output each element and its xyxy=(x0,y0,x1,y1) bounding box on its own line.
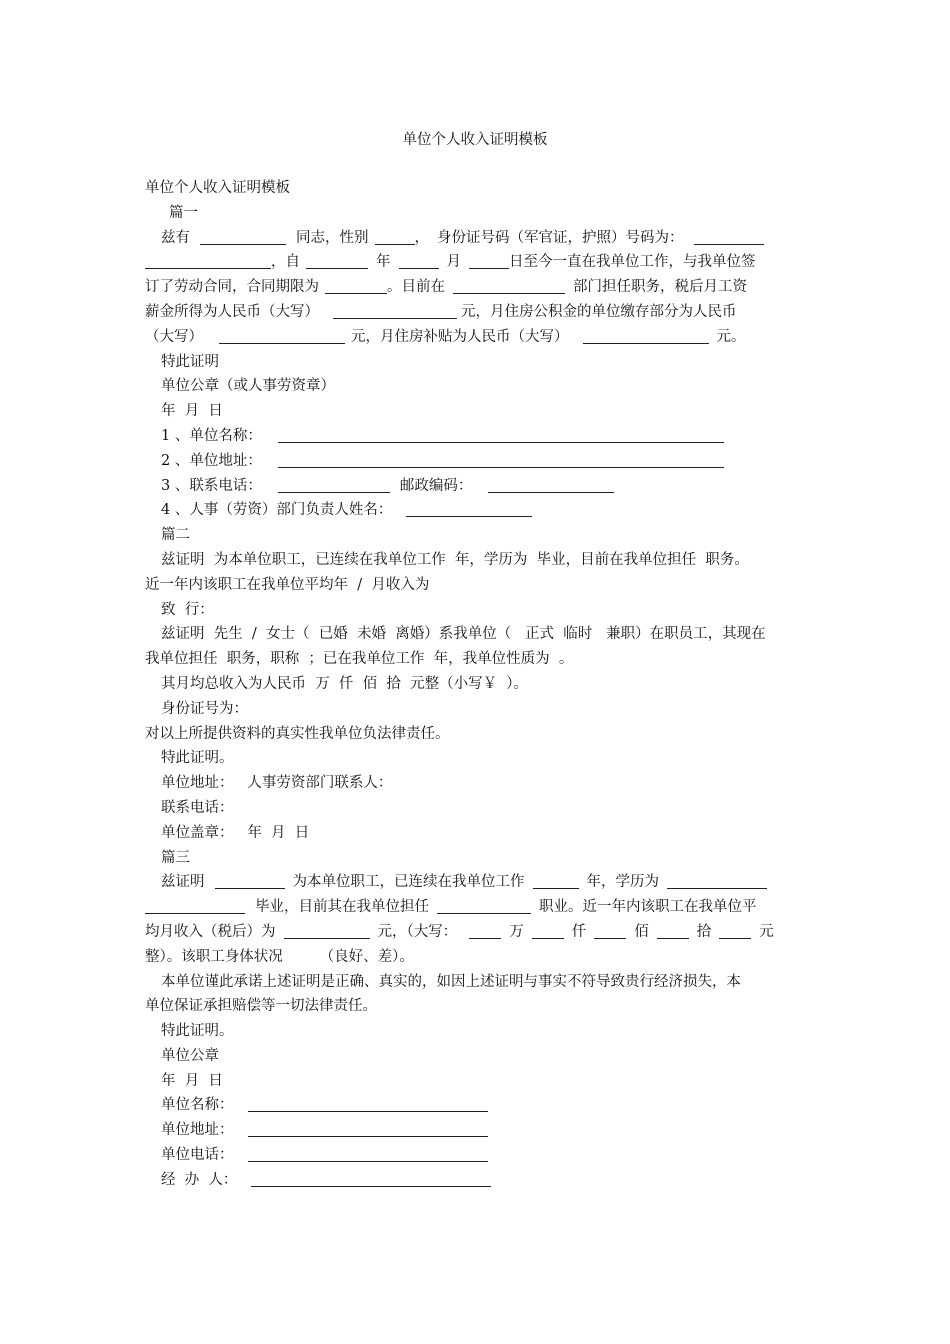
label: 3 、联系电话： xyxy=(161,477,262,494)
page-title: 单位个人收入证明模板 xyxy=(402,132,548,148)
part3-line-6: 单位保证承担赔偿等一切法律责任。 xyxy=(145,998,377,1015)
years-blank xyxy=(533,872,579,889)
text: 为本单位职工，已连续在我单位工作 xyxy=(292,874,525,891)
unit-name-blank xyxy=(278,426,724,443)
part3-field-phone xyxy=(145,1143,807,1168)
text: 薪金所得为人民币（大写） xyxy=(145,303,319,320)
text: 月 xyxy=(446,254,461,271)
part1-line-3 xyxy=(145,275,807,300)
bai-blank xyxy=(594,922,626,939)
part3-line-4: 整）。该职工身体状况 （良好、差）。 xyxy=(145,948,414,965)
label: 邮政编码： xyxy=(399,477,473,494)
part2-line-1: 兹证明 为本单位职工，已连续在我单位工作 年，学历为 毕业，目前在我单位担任 职务。 xyxy=(161,551,749,568)
part1-date: 年 月 日 xyxy=(161,403,223,420)
text: 日至今一直在我单位工作，与我单位签 xyxy=(509,254,756,271)
subsidy-blank xyxy=(583,327,709,344)
name-blank xyxy=(215,872,285,889)
education-blank-cont xyxy=(145,897,245,914)
text: 均月收入（税后）为 xyxy=(145,923,276,940)
education-blank xyxy=(667,872,767,889)
id-blank xyxy=(694,228,764,245)
part2-line-6: 其月均总收入为人民币 万 仟 佰 拾 元整（小写￥ ）。 xyxy=(161,675,529,692)
text: ， xyxy=(414,229,429,246)
name-blank xyxy=(200,228,286,245)
unit-address-blank xyxy=(278,451,724,468)
contact-name-blank xyxy=(406,500,532,517)
part1-line-5 xyxy=(145,325,807,350)
unit-phone-blank xyxy=(248,1145,488,1162)
unit-name-blank xyxy=(248,1095,488,1112)
part1-seal: 单位公章（或人事劳资章） xyxy=(161,378,335,395)
part3-field-handler xyxy=(145,1168,807,1193)
text: 兹证明 xyxy=(161,874,205,891)
text: 元，（大写： xyxy=(377,923,458,940)
text: 。目前在 xyxy=(387,279,445,296)
handler-blank xyxy=(251,1170,491,1187)
part1-line-2 xyxy=(145,250,807,275)
part2-line-11: 联系电话： xyxy=(161,799,234,816)
part3-seal: 单位公章 xyxy=(161,1047,219,1064)
part2-line-4: 兹证明 先生 / 女士（ 已婚 未婚 离婚）系我单位（ 正式 临时 兼职）在职员工，其现在 xyxy=(161,626,766,643)
text: ，自 xyxy=(271,254,300,271)
year-blank xyxy=(306,252,368,269)
part3-special: 特此证明。 xyxy=(161,1023,234,1040)
doc-heading: 单位个人收入证明模板 xyxy=(145,180,290,196)
qian-blank xyxy=(532,922,564,939)
part2-line-7: 身份证号为： xyxy=(161,700,248,717)
text: 佰 xyxy=(634,923,649,940)
label: 单位地址： xyxy=(161,1122,234,1139)
part3-line-3 xyxy=(145,920,807,945)
text: 兹有 xyxy=(161,229,190,246)
label: 4 、人事（劳资）部门负责人姓名： xyxy=(161,502,393,519)
part1-field-address xyxy=(145,449,807,474)
salary-blank xyxy=(333,302,457,319)
text: 毕业，目前其在我单位担任 xyxy=(255,899,429,916)
part1-line-1 xyxy=(145,226,807,251)
text: 仟 xyxy=(571,923,587,940)
text: 万 xyxy=(509,923,524,940)
yuan-blank xyxy=(719,922,751,939)
text: 年 xyxy=(376,254,391,271)
part2-line-12: 单位盖章： 年 月 日 xyxy=(161,824,310,841)
part2-line-9: 特此证明。 xyxy=(161,750,234,767)
section-heading-1: 篇一 xyxy=(169,204,198,221)
text: 订了劳动合同，合同期限为 xyxy=(145,279,319,296)
part3-line-1 xyxy=(145,870,807,895)
gender-blank xyxy=(375,228,415,245)
part3-field-name xyxy=(145,1093,807,1118)
text: （大写） xyxy=(145,328,203,345)
part2-line-2: 近一年内该职工在我单位平均年 / 月收入为 xyxy=(145,576,430,593)
section-heading-3: 篇三 xyxy=(161,849,190,866)
unit-address-blank xyxy=(248,1120,488,1137)
text: 元，月住房公积金的单位缴存部分为人民币 xyxy=(461,303,737,320)
part2-line-8: 对以上所提供资料的真实性我单位负法律责任。 xyxy=(145,725,450,742)
part3-line-2 xyxy=(145,895,807,920)
text: 同志，性别 xyxy=(296,229,369,246)
part1-special: 特此证明 xyxy=(161,353,219,370)
text: 部门担任职务，税后月工资 xyxy=(573,279,747,296)
part3-line-5: 本单位谨此承诺上述证明是正确、真实的，如因上述证明与事实不符导致贵行经济损失，本 xyxy=(161,973,741,990)
part2-line-3: 致 行： xyxy=(161,601,214,618)
day-blank xyxy=(469,252,509,269)
part3-date: 年 月 日 xyxy=(161,1072,223,1089)
text: 年，学历为 xyxy=(586,874,659,891)
part1-field-name xyxy=(145,424,807,449)
wan-blank xyxy=(469,922,501,939)
department-blank xyxy=(453,277,565,294)
part1-line-4 xyxy=(145,300,807,325)
shi-blank xyxy=(657,922,689,939)
text: 身份证号码（军官证，护照）号码为： xyxy=(437,229,684,246)
label: 1 、单位名称： xyxy=(161,427,262,444)
part2-line-5: 我单位担任 职务，职称 ；已在我单位工作 年，我单位性质为 。 xyxy=(145,651,574,668)
label: 单位电话： xyxy=(161,1147,234,1164)
phone-blank xyxy=(278,476,390,493)
part3-field-address xyxy=(145,1118,807,1143)
document-body xyxy=(145,176,807,1193)
part1-field-phone xyxy=(145,474,807,499)
section-heading-2: 篇二 xyxy=(161,527,190,544)
text: 元 xyxy=(759,923,774,940)
income-blank xyxy=(284,922,370,939)
text: 拾 xyxy=(696,923,712,940)
postcode-blank xyxy=(488,476,614,493)
text: 元，月住房补贴为人民币（大写） xyxy=(351,328,569,345)
fund-blank xyxy=(219,327,345,344)
label: 2 、单位地址： xyxy=(161,452,262,469)
text: 元。 xyxy=(716,328,746,345)
text: 职业。近一年内该职工在我单位平 xyxy=(539,899,757,916)
part1-field-contact xyxy=(145,498,807,523)
position-blank xyxy=(437,897,531,914)
id-blank-cont xyxy=(145,252,271,269)
contract-term-blank xyxy=(325,277,387,294)
label: 单位名称： xyxy=(161,1097,234,1114)
month-blank xyxy=(399,252,439,269)
part2-line-10: 单位地址： 人事劳资部门联系人： xyxy=(161,775,393,792)
label: 经 办 人： xyxy=(161,1171,238,1188)
